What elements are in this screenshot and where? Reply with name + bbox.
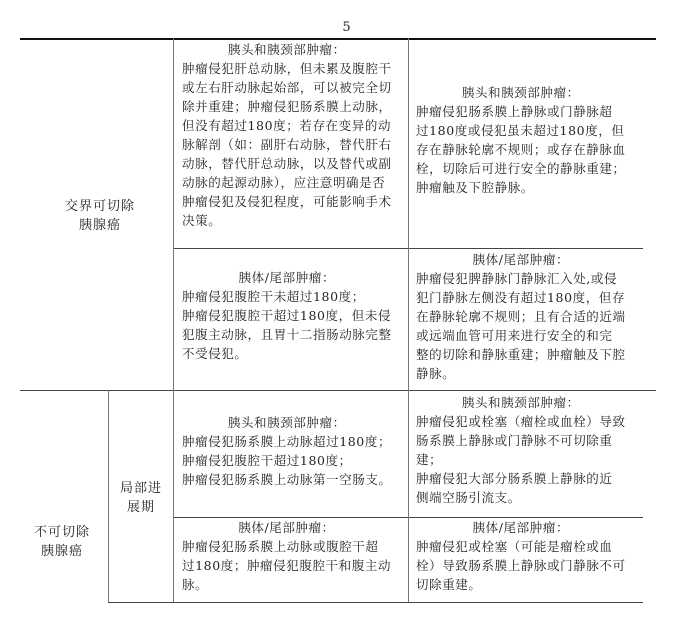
cell-heading: 胰头和胰颈部肿瘤：: [461, 395, 580, 410]
category-label-unresectable: 不可切除 胰腺癌: [33, 525, 90, 559]
column-divider: [408, 38, 409, 602]
cell-unresectable-head-vein: 胰头和胰颈部肿瘤： 肿瘤侵犯或栓塞（瘤栓或血栓）导致 肠系膜上静脉或门静脉不可切除重 建； 肿瘤侵犯大部分肠系膜上静脉的近 侧端空肠引流支。: [416, 395, 626, 505]
cell-borderline-bodytail-artery: 胰体/尾部肿瘤： 肿瘤侵犯腹腔干未超过180度； 肿瘤侵犯腹腔干超过180度，但未侵 犯腹主动脉，且胃十二指肠动脉完整 不受侵犯。: [182, 270, 392, 361]
column-divider: [173, 390, 174, 602]
cell-heading: 胰体/尾部肿瘤：: [472, 252, 570, 267]
category-label-borderline: 交界可切除 胰腺癌: [64, 199, 135, 233]
cell-borderline-head-artery: 胰头和胰颈部肿瘤： 肿瘤侵犯肝总动脉，但未累及腹腔干 或左右肝动脉起始部，可以被完全切 除并重建；肿瘤侵犯肠系膜上动脉， 但没有超过180度；若存在变异的动 脉解剖（如：副肝右动脉，替代肝右 动脉，替代肝总动脉，以及替代或副 动脉的起源动脉），应注意明确是否 肿瘤侵犯及侵犯程度，可能影响手术 决策。: [182, 42, 392, 228]
cell-borderline-bodytail-vein: 胰体/尾部肿瘤： 肿瘤侵犯脾静脉门静脉汇入处,或侵 犯门静脉左侧没有超过180度，但存 在静脉轮廓不规则；且有合适的近端 或远端血管可用来进行安全的和完 整的切除和静脉重建；肿瘤触及下腔 静脉。: [416, 252, 626, 381]
cell-unresectable-bodytail-artery: 胰体/尾部肿瘤： 肿瘤侵犯肠系膜上动脉或腹腔干超 过180度；肿瘤侵犯腹腔干和腹主动 脉。: [182, 520, 392, 592]
column-divider: [108, 390, 109, 602]
page-number: 5: [342, 20, 351, 35]
subcategory-label-locally-advanced: 局部进 展期: [119, 481, 162, 515]
cell-heading: 胰体/尾部肿瘤：: [238, 520, 335, 535]
table-bottom-rule: [108, 602, 643, 603]
column-divider: [173, 38, 174, 390]
cell-heading: 胰头和胰颈部肿瘤：: [227, 415, 346, 430]
cell-borderline-head-vein: 胰头和胰颈部肿瘤： 肿瘤侵犯肠系膜上静脉或门静脉超 过180度或侵犯虽未超过180度，但 存在静脉轮廓不规则；或存在静脉血 栓，切除后可进行安全的静脉重建； 肿瘤触及下腔静脉。: [416, 85, 626, 195]
cell-unresectable-head-artery: 胰头和胰颈部肿瘤： 肿瘤侵犯肠系膜上动脉超过180度； 肿瘤侵犯腹腔干超过180度； 肿瘤侵犯肠系膜上动脉第一空肠支。: [182, 415, 392, 487]
cell-heading: 胰体/尾部肿瘤：: [238, 270, 336, 285]
cell-heading: 胰体/尾部肿瘤：: [472, 520, 570, 535]
section-divider-rule: [20, 390, 656, 391]
cell-heading: 胰头和胰颈部肿瘤：: [461, 85, 580, 100]
cell-unresectable-bodytail-vein: 胰体/尾部肿瘤： 肿瘤侵犯或栓塞（可能是瘤栓或血 栓）导致肠系膜上静脉或门静脉不可 切除重建。: [416, 520, 626, 592]
cell-heading: 胰头和胰颈部肿瘤：: [227, 42, 346, 57]
